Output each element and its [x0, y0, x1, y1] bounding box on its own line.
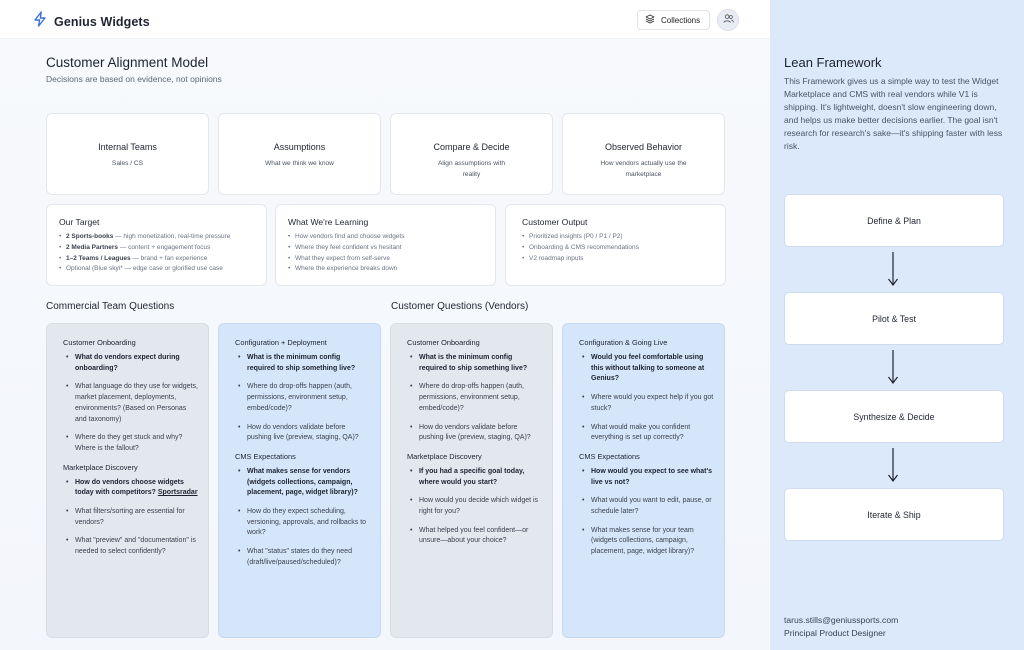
card-title: Observed Behavior [604, 142, 683, 152]
question-item: • Where do drop-offs happen (auth, permissions, environment setup, embed/code)? [235, 382, 370, 414]
configuration-deployment-column [218, 323, 381, 638]
column-heading: Configuration + Deployment [235, 338, 327, 347]
list-item: • 2 Media Partners — content + engagement focus [59, 243, 266, 254]
step-define-plan[interactable]: Define & Plan [784, 194, 1004, 247]
vendor-onboarding-column [390, 323, 553, 638]
panel-description: This Framework gives us a simple way to test the Widget Marketplace and CMS with real vendors while V1 is shipping. It's lightweight, doesn't slow engineering down, and helps us make better decisions earlier. The goal isn't research for research's sake—it's shipping faster with less risk. [784, 76, 1003, 151]
panel-title: Lean Framework [784, 55, 882, 70]
list-item: • Onboarding & CMS recommendations [522, 243, 725, 254]
list-item: • Where they feel confident vs hesitant [288, 243, 495, 254]
question-item: • How would you decide which widget is right for you? [407, 496, 542, 517]
going-live-column [562, 323, 725, 638]
column-heading: Marketplace Discovery [63, 462, 138, 472]
question-item: • Would you feel comfortable using this without talking to someone at Genius? [579, 353, 714, 385]
question-item: • What is the minimum config required to ship something live? [407, 353, 542, 374]
card-subtitle: How vendors actually use the marketplace [600, 160, 687, 178]
author-email[interactable]: tarus.stills@geniussports.com [784, 615, 899, 625]
question-item: • How would you expect to see what's live vs not? [579, 467, 714, 488]
card-title: Our Target [59, 217, 100, 227]
arrow-down-icon [886, 349, 900, 385]
column-heading: CMS Expectations [579, 451, 640, 461]
brand-name: Genius Widgets [54, 14, 150, 29]
question-item: • What do vendors expect during onboarding? [63, 353, 198, 374]
question-item: • How do vendors validate before pushing live (preview, staging, QA)? [407, 423, 542, 444]
what-were-learning-card [275, 204, 496, 286]
arrow-down-icon [886, 251, 900, 287]
card-subtitle: Align assumptions with reality [437, 160, 506, 178]
question-item: • What is the minimum config required to ship something live? [235, 353, 370, 374]
our-target-card [46, 204, 267, 286]
customer-output-card [505, 204, 726, 286]
compare-decide-card [390, 113, 553, 195]
list-item: • Prioritized insights (P0 / P1 / P2) [522, 232, 725, 243]
page-subtitle: Decisions are based on evidence, not opinions [46, 74, 222, 84]
question-item: • How do they expect scheduling, versioning, approvals, and rollbacks to work? [235, 507, 370, 539]
question-item: • What makes sense for your team (widgets collections, campaign, placement, page, widget library)? [579, 526, 714, 558]
assumptions-card [218, 113, 381, 195]
question-item: • What makes sense for vendors (widgets collections, campaign, placement, page, widget library)? [235, 467, 370, 499]
question-item: • What helped you feel confident—or unsure—about your choice? [407, 526, 542, 547]
output-list [522, 232, 725, 264]
collections-label: Collections [661, 15, 701, 25]
column-heading: Configuration & Going Live [579, 338, 668, 347]
card-subtitle: What we think we know [265, 160, 334, 167]
list-item: • How vendors find and choose widgets [288, 232, 495, 243]
column-heading: Customer Onboarding [407, 338, 480, 347]
list-item: • 2 Sports-books — high monetization, real-time pressure [59, 232, 266, 243]
author-role: Principal Product Designer [784, 628, 886, 638]
list-item: • 1–2 Teams / Leagues — brand + fan experience [59, 254, 266, 265]
sportsradar-link[interactable]: Sportsradar [157, 489, 198, 497]
question-item: • How do vendors validate before pushing live (preview, staging, QA)? [235, 423, 370, 444]
lean-framework-panel [770, 0, 1024, 650]
question-item: • What filters/sorting are essential for vendors? [63, 507, 198, 528]
question-item: • If you had a specific goal today, where would you start? [407, 467, 542, 488]
question-item: • How do vendors choose widgets today with competitors? Sportsradar [63, 478, 198, 499]
question-item: • Where do drop-offs happen (auth, permissions, environment setup, embed/code)? [407, 382, 542, 414]
commercial-section-title: Commercial Team Questions [46, 301, 175, 312]
layers-icon [645, 14, 655, 26]
step-pilot-test[interactable]: Pilot & Test [784, 292, 1004, 345]
page-title: Customer Alignment Model [46, 55, 209, 70]
question-item: • Where do they get stuck and why? Where is the fallout? [63, 433, 198, 454]
card-title: What We're Learning [288, 217, 369, 227]
top-bar [0, 0, 770, 39]
learning-list [288, 232, 495, 275]
card-subtitle: Sales / CS [111, 160, 144, 167]
question-item: • What "status" states do they need (draft/live/paused/scheduled)? [235, 547, 370, 568]
observed-behavior-card [562, 113, 725, 195]
list-item: • Optional (Blue skyi* — edge case or glorified use case [59, 264, 266, 275]
question-item: • What would make you confident everything is set up correctly? [579, 423, 714, 444]
lightning-bolt-icon [33, 11, 47, 32]
card-title: Assumptions [273, 142, 326, 152]
question-item: • What language do they use for widgets, market placement, deployments, environments? (Based on Personas and taxonomy) [63, 382, 198, 425]
internal-teams-card [46, 113, 209, 195]
step-iterate-ship[interactable]: Iterate & Ship [784, 488, 1004, 541]
card-title: Customer Output [522, 217, 588, 227]
collections-button[interactable] [637, 10, 710, 30]
card-title: Internal Teams [98, 142, 157, 152]
column-heading: Customer Onboarding [63, 338, 136, 347]
list-item: • V2 roadmap inputs [522, 254, 725, 265]
question-item: • Where would you expect help if you got stuck? [579, 393, 714, 414]
question-item: • What would you want to edit, pause, or schedule later? [579, 496, 714, 517]
question-item: • What "preview" and "documentation" is needed to select confidently? [63, 536, 198, 557]
column-heading: CMS Expectations [235, 451, 296, 461]
list-item: • Where the experience breaks down [288, 264, 495, 275]
customer-onboarding-column [46, 323, 209, 638]
brand[interactable] [33, 11, 150, 32]
step-synthesize-decide[interactable]: Synthesize & Decide [784, 390, 1004, 443]
arrow-down-icon [886, 447, 900, 483]
column-heading: Marketplace Discovery [407, 451, 482, 461]
users-icon [723, 11, 734, 29]
users-avatar-button[interactable] [717, 9, 739, 31]
customer-section-title: Customer Questions (Vendors) [391, 301, 529, 312]
card-title: Compare & Decide [433, 142, 510, 152]
target-list [59, 232, 266, 275]
list-item: • What they expect from self-serve [288, 254, 495, 265]
